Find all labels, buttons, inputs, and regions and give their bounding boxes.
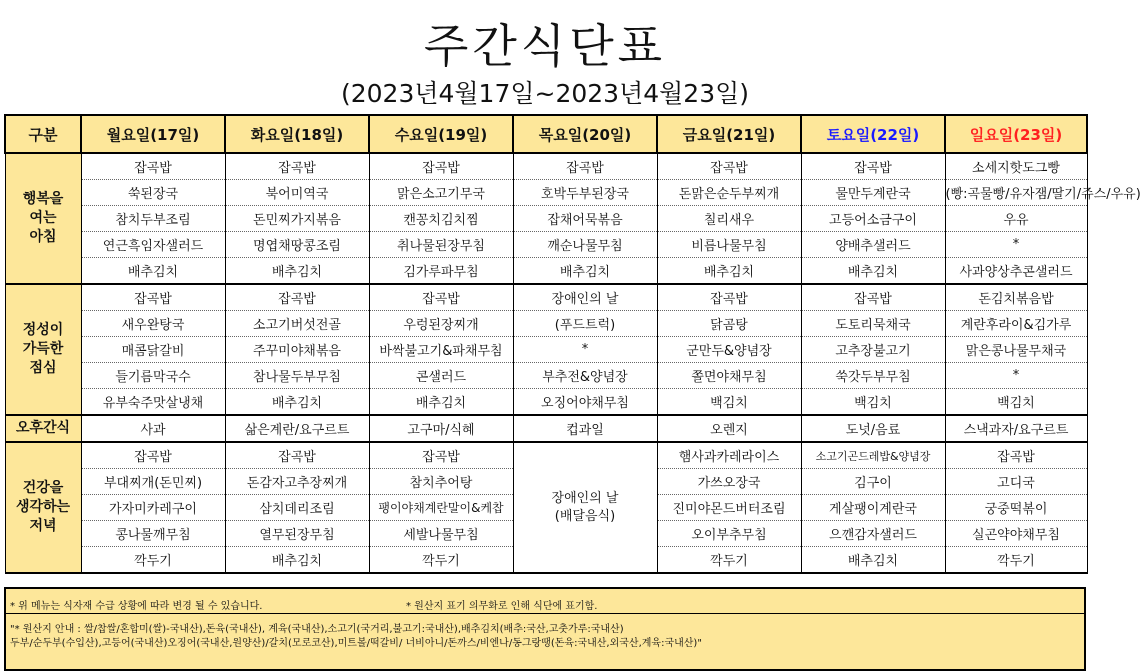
menu-cell: 잡곡밥 bbox=[801, 153, 945, 180]
menu-cell: 호박두부된장국 bbox=[513, 180, 657, 206]
menu-cell: 깍두기 bbox=[657, 547, 801, 574]
menu-cell: 오이부추무침 bbox=[657, 521, 801, 547]
menu-cell: 콘샐러드 bbox=[369, 363, 513, 389]
menu-cell: 실곤약야채무침 bbox=[945, 521, 1087, 547]
menu-cell: 들기름막국수 bbox=[81, 363, 225, 389]
menu-cell: 돈맑은순두부찌개 bbox=[657, 180, 801, 206]
menu-cell: 소고기곤드레밥&양념장 bbox=[801, 442, 945, 469]
menu-cell: 계란후라이&김가루 bbox=[945, 311, 1087, 337]
menu-cell: 잡곡밥 bbox=[225, 284, 369, 311]
menu-cell: 도넛/음료 bbox=[801, 415, 945, 442]
menu-cell: 삼치데리조림 bbox=[225, 495, 369, 521]
breakfast-label-text: 행복을 여는 아침 bbox=[22, 191, 64, 245]
menu-cell: 팽이야채계란말이&케찹 bbox=[369, 495, 513, 521]
date-range: (2023년4월17일~2023년4월23일) bbox=[340, 79, 750, 108]
menu-cell: 삶은계란/요구르트 bbox=[225, 415, 369, 442]
menu-cell: 백김치 bbox=[801, 389, 945, 416]
menu-cell: 쑥갓두부무침 bbox=[801, 363, 945, 389]
thursday-dinner-text: 장애인의 날 (배달음식) bbox=[551, 490, 619, 524]
header-friday: 금요일(21일) bbox=[657, 115, 801, 153]
menu-cell: 세발나물무침 bbox=[369, 521, 513, 547]
menu-cell: 비름나물무침 bbox=[657, 232, 801, 258]
origin-info: "* 원산지 안내 : 쌀/찹쌀/혼합미(쌀)-국내산),돈육(국내산), 계육(국내산),소고기(국거리,불고기:국내산),배추김치(배추:국산,고춧가루:국내산) 두부/순두부(수입산),고등어(국내산)오징어(국내산,원양산)/갈치(모로코산),미트볼/떡갈비/ 너비아니/돈까스/비엔나/동그랑땡(돈육:국내산,외국산,계육:국내산)" bbox=[10, 624, 702, 649]
menu-cell: 잡곡밥 bbox=[657, 153, 801, 180]
menu-cell: 맑은콩나물무채국 bbox=[945, 337, 1087, 363]
menu-cell: 김가루파무침 bbox=[369, 258, 513, 285]
menu-cell: 연근흑임자샐러드 bbox=[81, 232, 225, 258]
menu-cell: 돈민찌가지볶음 bbox=[225, 206, 369, 232]
menu-cell: 사과 bbox=[81, 415, 225, 442]
snack-label: 오후간식 bbox=[5, 415, 81, 442]
origin-notice: * 원산지 표기 의무화로 인해 식단에 표기함. bbox=[406, 601, 598, 612]
menu-cell: 잡곡밥 bbox=[513, 153, 657, 180]
page-title: 주간식단표 bbox=[423, 19, 667, 73]
header-wednesday: 수요일(19일) bbox=[369, 115, 513, 153]
menu-cell: 배추김치 bbox=[225, 547, 369, 574]
menu-cell: 고디국 bbox=[945, 469, 1087, 495]
dinner-row bbox=[5, 442, 1087, 469]
menu-cell: 쑥된장국 bbox=[81, 180, 225, 206]
menu-cell: 주꾸미야채볶음 bbox=[225, 337, 369, 363]
menu-cell: 잡곡밥 bbox=[225, 442, 369, 469]
menu-cell: 돈김치볶음밥 bbox=[945, 284, 1087, 311]
menu-cell: * bbox=[945, 363, 1087, 389]
menu-cell: 콩나물깨무침 bbox=[81, 521, 225, 547]
header-row bbox=[5, 115, 1087, 153]
menu-cell: 군만두&양념장 bbox=[657, 337, 801, 363]
footer-notes bbox=[4, 587, 1086, 671]
menu-cell: 깍두기 bbox=[945, 547, 1087, 574]
weekly-menu-table bbox=[4, 114, 1141, 574]
menu-cell: 잡곡밥 bbox=[369, 284, 513, 311]
menu-cell: 유부숙주맛살냉채 bbox=[81, 389, 225, 416]
menu-cell: 잡곡밥 bbox=[81, 284, 225, 311]
menu-cell: 우렁된장찌개 bbox=[369, 311, 513, 337]
breakfast-row bbox=[5, 153, 1087, 180]
menu-cell: 소고기버섯전골 bbox=[225, 311, 369, 337]
menu-cell: 고구마/식혜 bbox=[369, 415, 513, 442]
menu-cell: 배추김치 bbox=[801, 258, 945, 285]
menu-cell: 스낵과자/요구르트 bbox=[945, 415, 1087, 442]
menu-cell: 맑은소고기무국 bbox=[369, 180, 513, 206]
menu-cell: 오렌지 bbox=[657, 415, 801, 442]
menu-cell: 으깬감자샐러드 bbox=[801, 521, 945, 547]
lunch-row bbox=[5, 311, 1087, 337]
menu-cell: 참치추어탕 bbox=[369, 469, 513, 495]
menu-cell: 컵과일 bbox=[513, 415, 657, 442]
dinner-label bbox=[5, 442, 81, 573]
footer-divider bbox=[6, 613, 1084, 614]
menu-cell: 잡곡밥 bbox=[369, 442, 513, 469]
menu-cell: 잡곡밥 bbox=[369, 153, 513, 180]
breakfast-row bbox=[5, 180, 1087, 206]
menu-cell: 깍두기 bbox=[369, 547, 513, 574]
menu-cell: 배추김치 bbox=[225, 389, 369, 416]
menu-cell: 칠리새우 bbox=[657, 206, 801, 232]
menu-cell: 백김치 bbox=[657, 389, 801, 416]
menu-cell: 쫄면야채무침 bbox=[657, 363, 801, 389]
menu-cell: 배추김치 bbox=[81, 258, 225, 285]
menu-cell: 부대찌개(돈민찌) bbox=[81, 469, 225, 495]
menu-cell: 가자미카레구이 bbox=[81, 495, 225, 521]
menu-cell: 참치두부조림 bbox=[81, 206, 225, 232]
menu-cell: 열무된장무침 bbox=[225, 521, 369, 547]
menu-cell: 북어미역국 bbox=[225, 180, 369, 206]
menu-cell: 깨순나물무침 bbox=[513, 232, 657, 258]
menu-cell: 소세지핫도그빵 bbox=[945, 153, 1087, 180]
header-category: 구분 bbox=[5, 115, 81, 153]
menu-cell: 장애인의 날 bbox=[513, 284, 657, 311]
header-monday: 월요일(17일) bbox=[81, 115, 225, 153]
lunch-row bbox=[5, 363, 1087, 389]
lunch-label bbox=[5, 284, 81, 415]
menu-cell: 취나물된장무침 bbox=[369, 232, 513, 258]
menu-cell: * bbox=[513, 337, 657, 363]
lunch-label-text: 정성이 가득한 점심 bbox=[22, 322, 64, 376]
menu-cell: 도토리묵채국 bbox=[801, 311, 945, 337]
menu-cell: 잡채어묵볶음 bbox=[513, 206, 657, 232]
menu-cell: 배추김치 bbox=[801, 547, 945, 574]
change-notice: * 위 메뉴는 식자재 수급 상황에 따라 변경 될 수 있습니다. bbox=[10, 601, 263, 612]
menu-cell: 우유 bbox=[945, 206, 1087, 232]
menu-cell: 참나물두부무침 bbox=[225, 363, 369, 389]
header-tuesday: 화요일(18일) bbox=[225, 115, 369, 153]
menu-cell: 궁중떡볶이 bbox=[945, 495, 1087, 521]
menu-cell: 잡곡밥 bbox=[81, 153, 225, 180]
menu-cell: * bbox=[945, 232, 1087, 258]
breakfast-row bbox=[5, 232, 1087, 258]
menu-cell: 김구이 bbox=[801, 469, 945, 495]
menu-cell: (푸드트럭) bbox=[513, 311, 657, 337]
header-thursday: 목요일(20일) bbox=[513, 115, 657, 153]
menu-cell: 고추장불고기 bbox=[801, 337, 945, 363]
menu-cell: 물만두계란국 bbox=[801, 180, 945, 206]
header-sunday: 일요일(23일) bbox=[945, 115, 1087, 153]
menu-cell: 사과양상추콘샐러드 bbox=[945, 258, 1087, 285]
menu-cell: 깍두기 bbox=[81, 547, 225, 574]
lunch-row bbox=[5, 389, 1087, 416]
header-saturday: 토요일(22일) bbox=[801, 115, 945, 153]
menu-cell: 배추김치 bbox=[513, 258, 657, 285]
menu-cell: 잡곡밥 bbox=[81, 442, 225, 469]
breakfast-label bbox=[5, 153, 81, 284]
breakfast-row bbox=[5, 206, 1087, 232]
breakfast-row bbox=[5, 258, 1087, 285]
menu-cell: 잡곡밥 bbox=[801, 284, 945, 311]
menu-cell: (빵:곡물빵/유자잼/딸기/쥬스/우유) bbox=[945, 180, 1087, 206]
menu-cell: 바싹불고기&파채무침 bbox=[369, 337, 513, 363]
menu-cell: 양배추샐러드 bbox=[801, 232, 945, 258]
menu-cell: 새우완탕국 bbox=[81, 311, 225, 337]
menu-cell: 돈감자고추장찌개 bbox=[225, 469, 369, 495]
menu-cell: 잡곡밥 bbox=[945, 442, 1087, 469]
menu-cell: 배추김치 bbox=[225, 258, 369, 285]
menu-cell: 잡곡밥 bbox=[225, 153, 369, 180]
lunch-row bbox=[5, 284, 1087, 311]
menu-cell: 게살팽이계란국 bbox=[801, 495, 945, 521]
menu-cell: 고등어소금구이 bbox=[801, 206, 945, 232]
menu-cell: 오징어야채무침 bbox=[513, 389, 657, 416]
dinner-label-text: 건강을 생각하는 저녁 bbox=[15, 480, 71, 534]
snack-row bbox=[5, 415, 1087, 442]
menu-cell: 매콤닭갈비 bbox=[81, 337, 225, 363]
menu-cell: 닭곰탕 bbox=[657, 311, 801, 337]
menu-cell: 캔꽁치김치찜 bbox=[369, 206, 513, 232]
menu-cell: 햄사과카레라이스 bbox=[657, 442, 801, 469]
menu-cell: 잡곡밥 bbox=[657, 284, 801, 311]
menu-cell: 진미야몬드버터조림 bbox=[657, 495, 801, 521]
menu-cell: 가쓰오장국 bbox=[657, 469, 801, 495]
lunch-row bbox=[5, 337, 1087, 363]
menu-cell: 백김치 bbox=[945, 389, 1087, 416]
menu-cell: 부추전&양념장 bbox=[513, 363, 657, 389]
menu-cell: 명엽채땅콩조림 bbox=[225, 232, 369, 258]
thursday-dinner-cell bbox=[513, 442, 657, 573]
menu-cell: 배추김치 bbox=[369, 389, 513, 416]
menu-cell: 배추김치 bbox=[657, 258, 801, 285]
